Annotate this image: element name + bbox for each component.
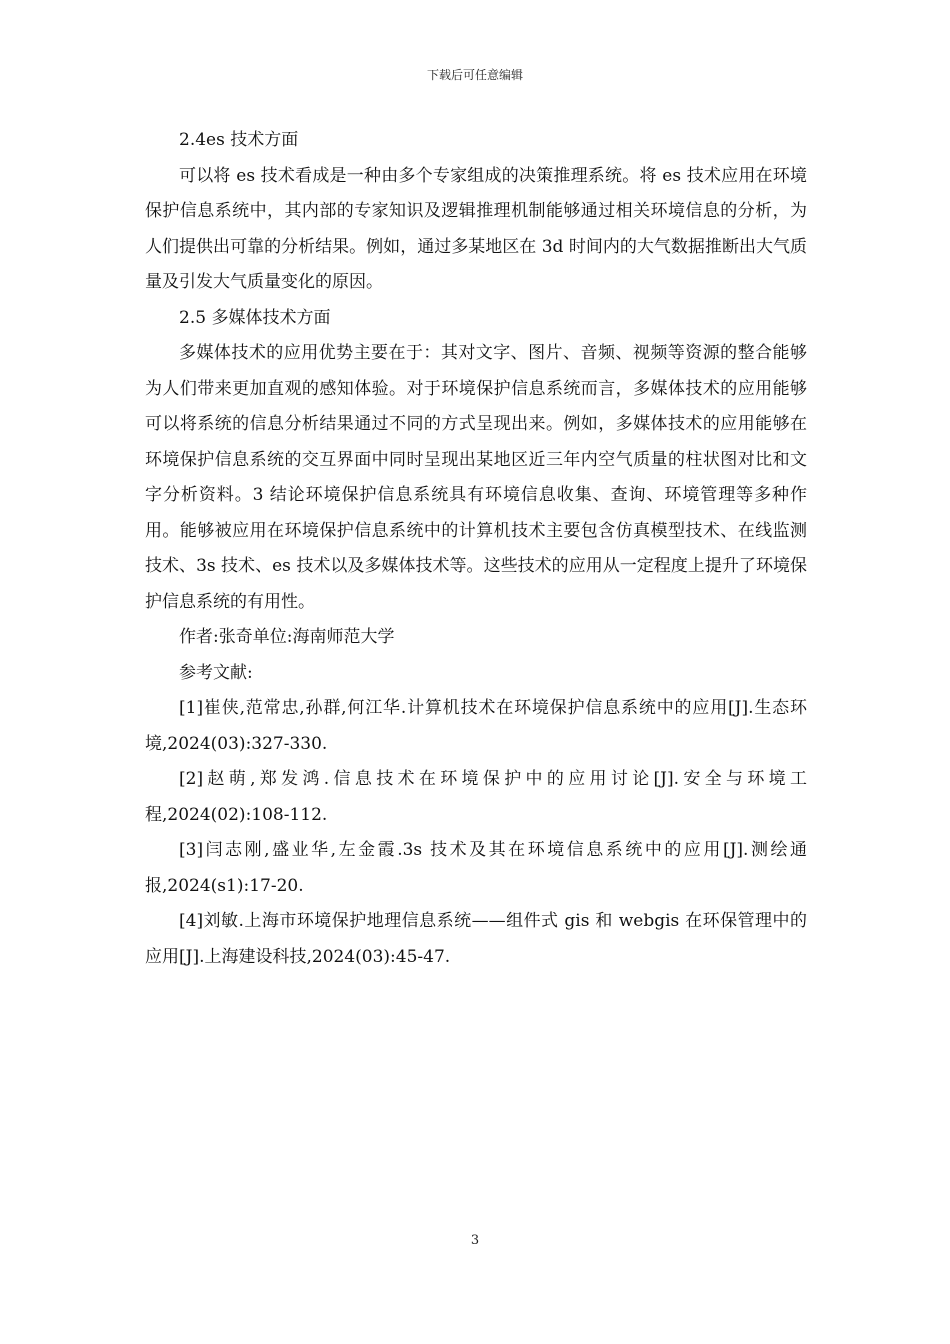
page-header: 下载后可任意编辑: [426, 68, 523, 82]
section-heading-2-4: 2.4es 技术方面: [179, 130, 299, 150]
reference-item: [3]闫志刚,盛业华,左金霞.3s 技术及其在环境信息系统中的应用[J].测绘通报,2024(s1):17-20.: [145, 840, 807, 896]
section-heading-2-5: 2.5 多媒体技术方面: [179, 307, 331, 328]
reference-item: [4]刘敏.上海市环境保护地理信息系统——组件式 gis 和 webgis 在环保管理中的应用[J].上海建设科技,2024(03):45-47.: [145, 911, 807, 967]
reference-item: [2]赵萌,郑发鸿.信息技术在环境保护中的应用讨论[J].安全与环境工程,2024(02):108-112.: [145, 769, 807, 825]
section-paragraph-2-5: 多媒体技术的应用优势主要在于：其对文字、图片、音频、视频等资源的整合能够为人们带来更加直观的感知体验。对于环境保护信息系统而言，多媒体技术的应用能够可以将系统的信息分析结果通过不同的方式呈现出来。例如，多媒体技术的应用能够在环境保护信息系统的交互界面中同时呈现出某地区近三年内空气质量的柱状图对比和文字分析资料。3 结论环境保护信息系统具有环境信息收集、查询、环境管理等多种作用。能够被应用在环境保护信息系统中的计算机技术主要包含仿真模型技术、在线监测技术、3s 技术、es 技术以及多媒体技术等。这些技术的应用从一定程度上提升了环境保护信息系统的有用性。: [145, 343, 807, 612]
document-body: [145, 123, 807, 975]
author-line: 作者:张奇单位:海南师范大学: [179, 627, 395, 647]
page-number: 3: [470, 1233, 480, 1248]
reference-item: [1]崔侠,范常忠,孙群,何江华.计算机技术在环境保护信息系统中的应用[J].生态环境,2024(03):327-330.: [145, 698, 807, 754]
references-heading: 参考文献:: [179, 662, 253, 683]
section-paragraph-2-4: 可以将 es 技术看成是一种由多个专家组成的决策推理系统。将 es 技术应用在环境保护信息系统中，其内部的专家知识及逻辑推理机制能够通过相关环境信息的分析，为人们提供出可靠的分析结果。例如，通过多某地区在 3d 时间内的大气数据推断出大气质量及引发大气质量变化的原因。: [145, 165, 807, 292]
